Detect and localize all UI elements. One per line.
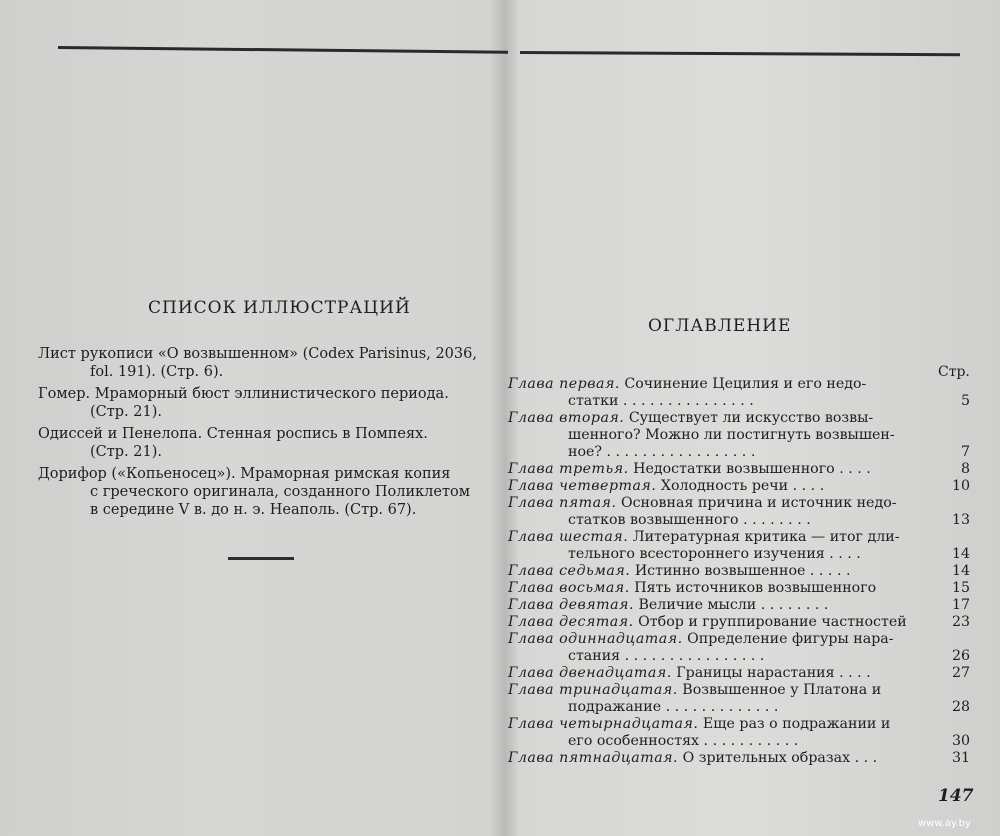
- chapter-page: 8: [960, 461, 970, 477]
- contents-title: ОГЛАВЛЕНИЕ: [648, 316, 792, 336]
- toc-entry-line: [508, 478, 938, 495]
- chapter-page: 14: [951, 546, 970, 562]
- page-number: 147: [938, 786, 974, 806]
- toc-entry-line: [508, 631, 938, 648]
- toc-entry-line: [508, 376, 938, 393]
- chapter-label: Глава пятнадцатая.: [508, 750, 679, 766]
- chapter-label: Глава девятая.: [508, 597, 634, 613]
- toc-entry: [508, 461, 978, 478]
- chapter-title: Определение фигуры нара-: [687, 631, 894, 647]
- toc-entry-line: [508, 750, 938, 767]
- chapter-page: 26: [951, 648, 970, 664]
- chapter-page: 23: [951, 614, 970, 630]
- toc-entry-line: [508, 580, 938, 597]
- chapter-label: Глава первая.: [508, 376, 620, 392]
- chapter-page: 15: [951, 580, 970, 596]
- chapter-title: Величие мысли . . . . . . . .: [638, 597, 829, 613]
- toc-entry-line: [508, 614, 938, 631]
- illustration-line: Одиссей и Пенелопа. Стенная роспись в Помпеях.: [38, 426, 428, 442]
- chapter-page: 17: [951, 597, 970, 613]
- chapter-label: Глава третья.: [508, 461, 629, 477]
- chapter-label: Глава пятая.: [508, 495, 617, 511]
- toc-entry: [508, 563, 978, 580]
- chapter-page: 7: [960, 444, 970, 460]
- chapter-page: 28: [951, 699, 970, 715]
- section-divider: [228, 557, 294, 560]
- toc-entry-line: [508, 597, 938, 614]
- chapter-title-continuation: тельного всестороннего изучения . . . .: [568, 546, 861, 562]
- chapter-page: 30: [951, 733, 970, 749]
- chapter-label: Глава одиннадцатая.: [508, 631, 683, 647]
- toc-entry-line: [508, 665, 938, 682]
- toc-entry-line: [508, 410, 938, 427]
- toc-entry: [508, 631, 978, 665]
- chapter-title-continuation: шенного? Можно ли постигнуть возвышен-: [568, 427, 895, 443]
- illustration-line: Гомер. Мраморный бюст эллинистического периода.: [38, 386, 449, 402]
- illustration-line: fol. 191). (Стр. 6).: [90, 364, 224, 380]
- illustration-line: в середине V в. до н. э. Неаполь. (Стр. 67).: [90, 502, 417, 518]
- chapter-title-continuation: стания . . . . . . . . . . . . . . . .: [568, 648, 765, 664]
- illustration-item: [38, 425, 508, 461]
- chapter-label: Глава восьмая.: [508, 580, 630, 596]
- toc-entry: [508, 478, 978, 495]
- chapter-title: Холодность речи . . . .: [660, 478, 825, 494]
- chapter-title: Основная причина и источник недо-: [620, 495, 897, 511]
- illustration-item: [38, 385, 508, 421]
- toc-entry-line: [508, 563, 938, 580]
- chapter-title: Границы нарастания . . . .: [676, 665, 871, 681]
- illustrations-title: СПИСОК ИЛЛЮСТРАЦИЙ: [148, 298, 411, 318]
- toc-entry-line: [508, 461, 938, 478]
- chapter-title-continuation: подражание . . . . . . . . . . . . .: [568, 699, 779, 715]
- toc-entry: [508, 614, 978, 631]
- chapter-label: Глава вторая.: [508, 410, 625, 426]
- toc-entry: [508, 716, 978, 750]
- chapter-title: Сочинение Цецилия и его недо-: [624, 376, 867, 392]
- illustration-line: (Стр. 21).: [90, 444, 162, 460]
- chapter-title: О зрительных образах . . .: [682, 750, 878, 766]
- chapter-label: Глава десятая.: [508, 614, 634, 630]
- chapter-title-continuation: его особенностях . . . . . . . . . . .: [568, 733, 799, 749]
- toc-entry: [508, 580, 978, 597]
- chapter-title: Отбор и группирование частностей: [638, 614, 907, 630]
- toc-entry: [508, 665, 978, 682]
- chapter-title: Возвышенное у Платона и: [682, 682, 882, 698]
- chapter-page: 14: [951, 563, 970, 579]
- toc-entry: [508, 682, 978, 716]
- chapter-title: Еще раз о подражании и: [702, 716, 891, 732]
- page-column-label: Стр.: [938, 364, 970, 380]
- chapter-title-continuation: статки . . . . . . . . . . . . . . .: [568, 393, 754, 409]
- chapter-title-continuation: ное? . . . . . . . . . . . . . . . . .: [568, 444, 756, 460]
- illustration-item: [38, 345, 508, 381]
- chapter-title: Существует ли искусство возвы-: [628, 410, 874, 426]
- contents-list: [508, 376, 978, 767]
- toc-entry: [508, 495, 978, 529]
- chapter-title: Истинно возвышенное . . . . .: [634, 563, 851, 579]
- toc-entry-line: [508, 682, 938, 699]
- illustrations-list: [38, 345, 508, 523]
- chapter-label: Глава четвертая.: [508, 478, 657, 494]
- chapter-page: 5: [960, 393, 970, 409]
- chapter-title: Пять источников возвышенного: [634, 580, 877, 596]
- illustration-line: Дорифор («Копьеносец»). Мраморная римская копия: [38, 466, 451, 482]
- illustration-line: (Стр. 21).: [90, 404, 162, 420]
- toc-entry: [508, 410, 978, 461]
- top-rule-left: [58, 46, 508, 54]
- chapter-page: 27: [951, 665, 970, 681]
- toc-entry-line: [508, 529, 938, 546]
- chapter-page: 10: [951, 478, 970, 494]
- toc-entry: [508, 597, 978, 614]
- chapter-title: Недостатки возвышенного . . . .: [633, 461, 871, 477]
- chapter-label: Глава тринадцатая.: [508, 682, 678, 698]
- chapter-label: Глава седьмая.: [508, 563, 631, 579]
- toc-entry: [508, 529, 978, 563]
- chapter-title: Литературная критика — итог дли-: [632, 529, 900, 545]
- chapter-label: Глава двенадцатая.: [508, 665, 672, 681]
- illustration-line: Лист рукописи «О возвышенном» (Codex Parisinus, 2036,: [38, 346, 477, 362]
- chapter-page: 31: [951, 750, 970, 766]
- toc-entry-line: [508, 495, 938, 512]
- chapter-label: Глава шестая.: [508, 529, 629, 545]
- illustration-item: [38, 465, 508, 519]
- toc-entry-line: [508, 716, 938, 733]
- illustration-line: с греческого оригинала, созданного Поликлетом: [90, 484, 470, 500]
- watermark: www.ay.by: [918, 818, 971, 829]
- top-rule-right: [520, 51, 960, 56]
- chapter-page: 13: [951, 512, 970, 528]
- chapter-label: Глава четырнадцатая.: [508, 716, 699, 732]
- chapter-title-continuation: статков возвышенного . . . . . . . .: [568, 512, 811, 528]
- toc-entry: [508, 376, 978, 410]
- toc-entry: [508, 750, 978, 767]
